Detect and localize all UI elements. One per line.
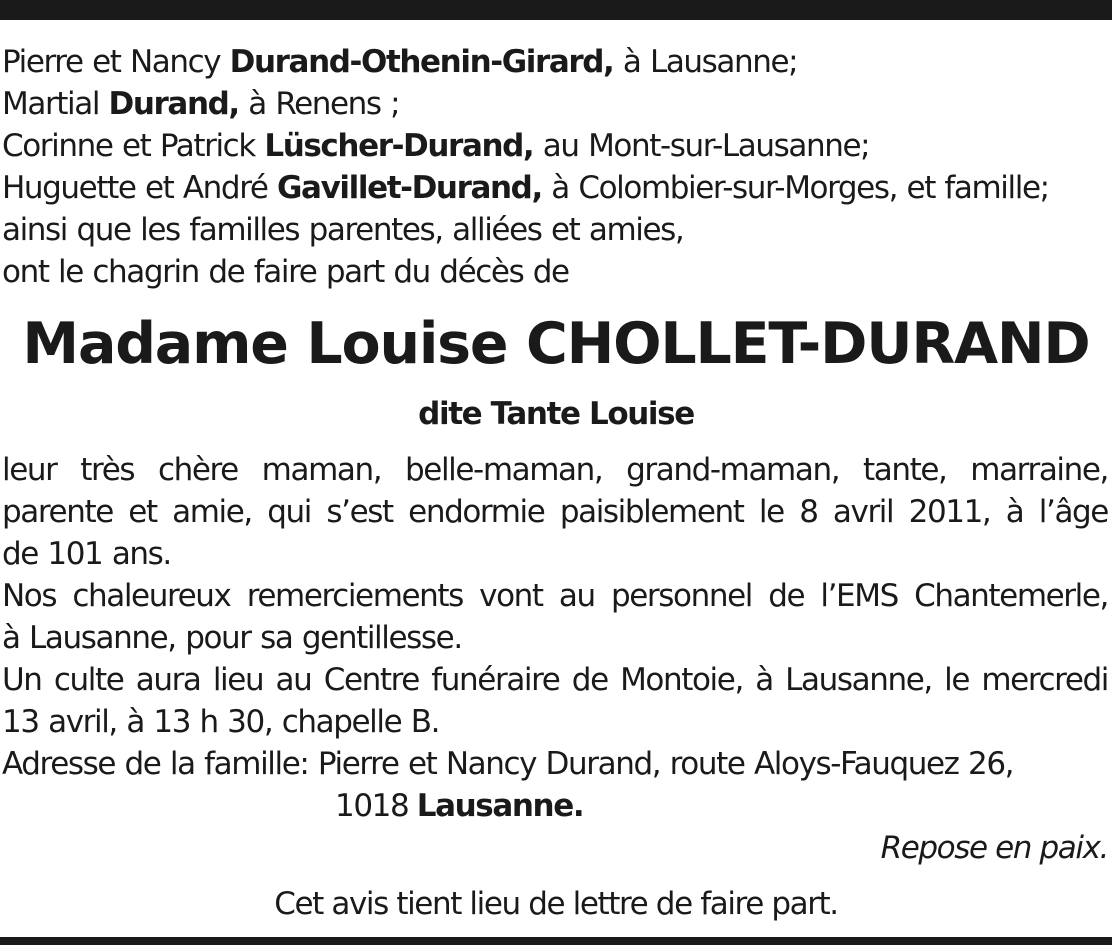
rest-in-peace: Repose en paix. (880, 830, 1108, 866)
family-line-2 (2, 84, 399, 124)
family-given-3: Corinne et Patrick (2, 128, 255, 164)
body-line-5: à Lausanne, pour sa gentillesse. (2, 620, 462, 656)
body-line-3: de 101 ans. (2, 536, 171, 572)
body-line-2: parente et amie, qui s’est endormie paisiblement le 8 avril 2011, à l’âge (2, 494, 1108, 530)
address-city: Lausanne. (416, 788, 584, 824)
family-place-3: au Mont-sur-Lausanne; (542, 128, 870, 164)
family-place-1: à Lausanne; (622, 44, 798, 80)
family-surname-1: Durand-Othenin-Girard, (229, 44, 614, 80)
relatives-line: ainsi que les familles parentes, alliées et amies, (2, 212, 684, 248)
address-postcode: 1018 (335, 788, 409, 824)
bottom-border-rule (0, 937, 1112, 945)
family-place-2: à Renens ; (248, 86, 400, 122)
family-line-1 (2, 42, 797, 82)
body-line-1: leur très chère maman, belle-maman, grand-maman, tante, marraine, (2, 452, 1108, 488)
family-surname-3: Lüscher-Durand, (264, 128, 534, 164)
family-line-4 (2, 168, 1049, 208)
deceased-name: Madame Louise CHOLLET-DURAND (22, 311, 1090, 377)
address-line-2 (335, 786, 583, 826)
body-line-6: Un culte aura lieu au Centre funéraire de Montoie, à Lausanne, le mercredi (2, 662, 1108, 698)
top-border-rule (0, 0, 1112, 20)
family-place-4: à Colombier-sur-Morges, et famille; (551, 170, 1049, 206)
announcement-line: ont le chagrin de faire part du décès de (2, 254, 569, 290)
family-given-2: Martial (2, 86, 100, 122)
family-given-1: Pierre et Nancy (2, 44, 221, 80)
family-surname-4: Gavillet-Durand, (277, 170, 542, 206)
closing-note: Cet avis tient lieu de lettre de faire part. (274, 886, 838, 922)
address-line-1: Adresse de la famille: Pierre et Nancy Durand, route Aloys-Fauquez 26, (2, 746, 1014, 782)
body-line-4: Nos chaleureux remerciements vont au personnel de l’EMS Chantemerle, (2, 578, 1108, 614)
body-line-7: 13 avril, à 13 h 30, chapelle B. (2, 704, 440, 740)
family-line-3 (2, 126, 869, 166)
family-given-4: Huguette et André (2, 170, 268, 206)
deceased-nickname: dite Tante Louise (418, 396, 694, 432)
family-surname-2: Durand, (108, 86, 239, 122)
